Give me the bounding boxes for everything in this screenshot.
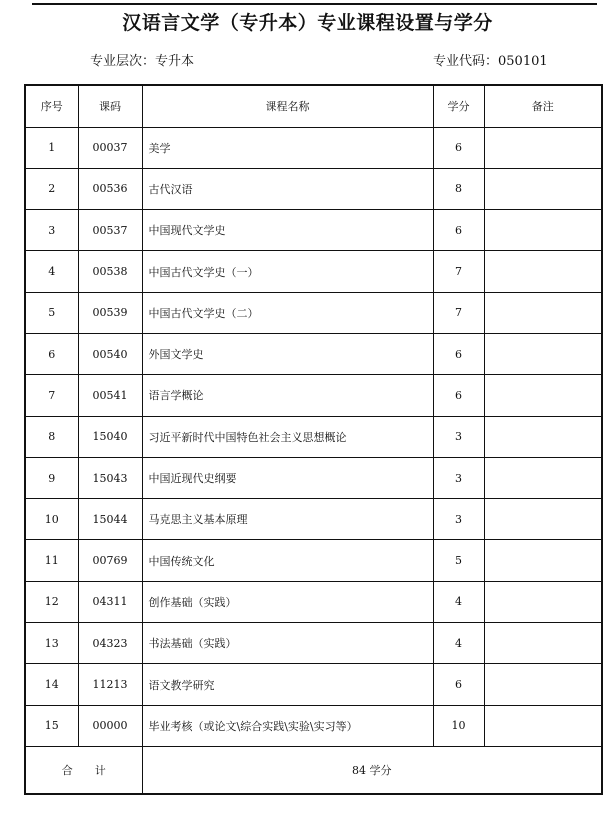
row-name: 美学 [142, 127, 433, 168]
row-note [484, 251, 602, 292]
table-row [25, 416, 602, 457]
total-label: 合 计 [25, 746, 142, 794]
header-name: 课程名称 [142, 85, 433, 127]
row-code: 00037 [78, 127, 142, 168]
row-index: 10 [25, 499, 78, 540]
row-index: 6 [25, 333, 78, 374]
row-index: 14 [25, 664, 78, 705]
row-code: 15043 [78, 457, 142, 498]
row-name: 语言学概论 [142, 375, 433, 416]
row-credit: 8 [433, 168, 484, 209]
row-name: 语文教学研究 [142, 664, 433, 705]
row-note [484, 664, 602, 705]
row-index: 11 [25, 540, 78, 581]
row-credit: 10 [433, 705, 484, 746]
table-row [25, 581, 602, 622]
row-note [484, 168, 602, 209]
row-credit: 3 [433, 457, 484, 498]
row-code: 00540 [78, 333, 142, 374]
row-note [484, 540, 602, 581]
row-code: 04323 [78, 623, 142, 664]
row-credit: 7 [433, 292, 484, 333]
row-note [484, 499, 602, 540]
table-header-row [25, 85, 602, 127]
row-note [484, 416, 602, 457]
row-credit: 4 [433, 581, 484, 622]
row-code: 00536 [78, 168, 142, 209]
table-row [25, 168, 602, 209]
row-credit: 4 [433, 623, 484, 664]
row-index: 1 [25, 127, 78, 168]
row-note [484, 375, 602, 416]
row-credit: 6 [433, 375, 484, 416]
total-row [25, 746, 602, 794]
major-code: 专业代码：050101 [433, 54, 548, 69]
row-code: 11213 [78, 664, 142, 705]
row-index: 4 [25, 251, 78, 292]
table-row [25, 623, 602, 664]
table-row [25, 457, 602, 498]
table-row [25, 333, 602, 374]
row-code: 00539 [78, 292, 142, 333]
row-name: 中国传统文化 [142, 540, 433, 581]
major-level: 专业层次：专升本 [90, 54, 195, 69]
row-code: 15040 [78, 416, 142, 457]
row-credit: 7 [433, 251, 484, 292]
row-index: 2 [25, 168, 78, 209]
row-name: 书法基础（实践） [142, 623, 433, 664]
header-note: 备注 [484, 85, 602, 127]
row-credit: 6 [433, 127, 484, 168]
row-credit: 6 [433, 210, 484, 251]
table-row [25, 499, 602, 540]
row-name: 中国古代文学史（一） [142, 251, 433, 292]
row-code: 04311 [78, 581, 142, 622]
table-row [25, 375, 602, 416]
row-name: 习近平新时代中国特色社会主义思想概论 [142, 416, 433, 457]
row-credit: 3 [433, 499, 484, 540]
row-credit: 3 [433, 416, 484, 457]
row-index: 7 [25, 375, 78, 416]
row-credit: 6 [433, 664, 484, 705]
row-note [484, 705, 602, 746]
course-table [24, 84, 603, 795]
row-code: 00541 [78, 375, 142, 416]
row-code: 00537 [78, 210, 142, 251]
table-row [25, 664, 602, 705]
row-note [484, 292, 602, 333]
row-name: 中国近现代史纲要 [142, 457, 433, 498]
row-name: 创作基础（实践） [142, 581, 433, 622]
row-index: 15 [25, 705, 78, 746]
row-note [484, 581, 602, 622]
row-code: 15044 [78, 499, 142, 540]
row-name: 中国古代文学史（二） [142, 292, 433, 333]
row-code: 00538 [78, 251, 142, 292]
table-row [25, 251, 602, 292]
row-index: 8 [25, 416, 78, 457]
row-index: 3 [25, 210, 78, 251]
row-name: 中国现代文学史 [142, 210, 433, 251]
header-code: 课码 [78, 85, 142, 127]
document-title: 汉语言文学（专升本）专业课程设置与学分 [122, 12, 493, 34]
row-code: 00000 [78, 705, 142, 746]
row-credit: 5 [433, 540, 484, 581]
header-credit: 学分 [433, 85, 484, 127]
row-name: 马克思主义基本原理 [142, 499, 433, 540]
total-value: 84 学分 [142, 746, 602, 794]
row-note [484, 623, 602, 664]
row-name: 古代汉语 [142, 168, 433, 209]
row-index: 9 [25, 457, 78, 498]
header-index: 序号 [25, 85, 78, 127]
row-note [484, 333, 602, 374]
top-rule [32, 3, 597, 5]
row-credit: 6 [433, 333, 484, 374]
row-index: 5 [25, 292, 78, 333]
row-name: 毕业考核（或论文\综合实践\实验\实习等） [142, 705, 433, 746]
row-note [484, 127, 602, 168]
table-row [25, 705, 602, 746]
row-note [484, 457, 602, 498]
table-row [25, 540, 602, 581]
table-row [25, 210, 602, 251]
row-code: 00769 [78, 540, 142, 581]
row-index: 12 [25, 581, 78, 622]
row-name: 外国文学史 [142, 333, 433, 374]
row-note [484, 210, 602, 251]
table-row [25, 127, 602, 168]
table-row [25, 292, 602, 333]
row-index: 13 [25, 623, 78, 664]
